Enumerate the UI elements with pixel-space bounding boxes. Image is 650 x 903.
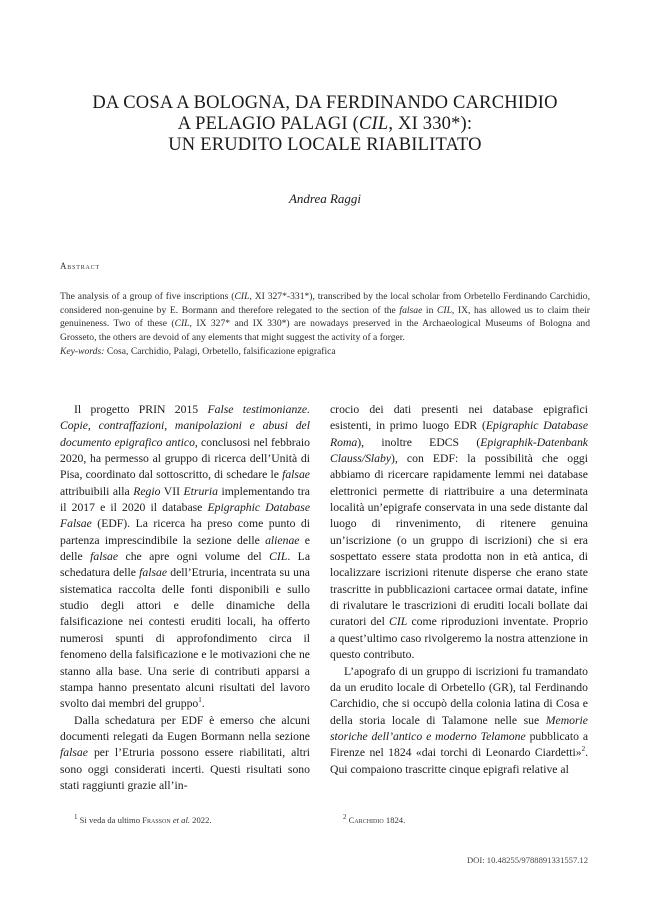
body-paragraph-3: crocio dei dati presenti nei database epigrafici esistenti, in primo luogo EDR (Epigraphic Database Roma), inoltre EDCS (Epigraphik-Datenbank Clauss/Slaby), con EDF: la possibilità che oggi abbiamo di ricercare rapidamente lemmi nei database elettronici permette di riattribuire a una determinata località un’epigrafe conservata in una sede distante dal luogo di rinvenimento, di ritenere genuina un’iscrizione (o un gruppo di iscrizioni) che si era sospettato essere stata prodotta non in età antica, di localizzare iscrizioni ritenute disperse che erano state trascritte in pubblicazioni cartacee ormai datate, infine di rivalutare le trascrizioni di eruditi locali bollate dai curatori del CIL come riproduzioni inventate. Proprio a quest’ultimo caso rivolgeremo la nostra attenzione in questo contributo. xyxy=(330,403,589,662)
article-title xyxy=(60,93,590,156)
body-paragraph-1: Il progetto PRIN 2015 False testimonianze. Copie, contraffazioni, manipolazioni e abusi del documento epigrafico antico, conclusosi nel febbraio 2020, ha permesso al gruppo di ricerca dell’Unità di Pisa, coordinato dal sottoscritto, di schedare le falsae attribuibili alla Regio VII Etruria implementando tra il 2017 e il 2020 il database Epigraphic Database Falsae (EDF). La ricerca ha preso come punto di partenza imprescindibile la sezione delle alienae e delle falsae che apre ogni volume del CIL. La schedatura delle falsae dell’Etruria, incentrata su una sistematica raccolta delle fonti disponibili e sullo studio degli attori e delle dinamiche della falsificazione nei contesti eruditi locali, ha offerto numerosi spunti di approfondimento circa il fenomeno della falsificazione e le motivazioni che ne stanno alla base. Una serie di contributi apparsi a stampa hanno presentato alcuni risultati del lavoro svolto dai membri del gruppo$^1$. xyxy=(60,403,311,711)
footnote-1: $^1$ Si veda da ultimo Frasson et al. 2022. xyxy=(74,813,212,825)
body-paragraph-4: L’apografo di un gruppo di iscrizioni fu tramandato da un erudito locale di Orbetello (GR), tal Ferdinando Carchidio, che si occupò della colonia latina di Cosa e della storia locale di Talamone nelle sue Memorie storiche dell’antico e moderno Telamone pubblicato a Firenze nel 1824 «dai torchi di Leonardo Ciardetti»$^2$. Qui compaiono trascritte cinque epigrafi relative al xyxy=(330,664,589,776)
body-column-right xyxy=(330,402,588,778)
abstract-block xyxy=(60,290,590,359)
author-name: Andrea Raggi xyxy=(288,191,362,206)
abstract-text: The analysis of a group of five inscriptions (CIL, XI 327*-331*), transcribed by the local scholar from Orbetello Ferdinando Carchidio, considered non-genuine by E. Bormann and therefore relegated to the section of the falsae in CIL, IX, has allowed us to claim their genuineness. Two of these (CIL, IX 327* and IX 330*) are nowadays preserved in the Archaeological Museums of Bologna and Grosseto, the others are devoid of any elements that might suggest the activity of a forger. xyxy=(60,291,591,344)
body-column-left xyxy=(60,402,310,794)
doi-line: DOI: 10.48255/9788891331557.12 xyxy=(466,855,588,865)
title-line-3: UN ERUDITO LOCALE RIABILITATO xyxy=(168,135,482,155)
title-line-1: DA COSA A BOLOGNA, DA FERDINANDO CARCHIDIO xyxy=(92,93,558,113)
abstract-label: Abstract xyxy=(60,261,100,271)
keywords-line: Key-words: Cosa, Carchidio, Palagi, Orbetello, falsificazione epigrafica xyxy=(60,345,336,357)
footnote-2: $^2$ Carchidio 1824. xyxy=(343,813,406,825)
body-paragraph-2: Dalla schedatura per EDF è emerso che alcuni documenti relegati da Eugen Bormann nella sezione falsae per l’Etruria possono essere riabilitati, altri sono oggi considerati incerti. Questi risultati sono stati raggiunti grazie all’in- xyxy=(60,713,310,792)
title-line-2: A PELAGIO PALAGI (CIL, XI 330*): xyxy=(177,114,473,134)
